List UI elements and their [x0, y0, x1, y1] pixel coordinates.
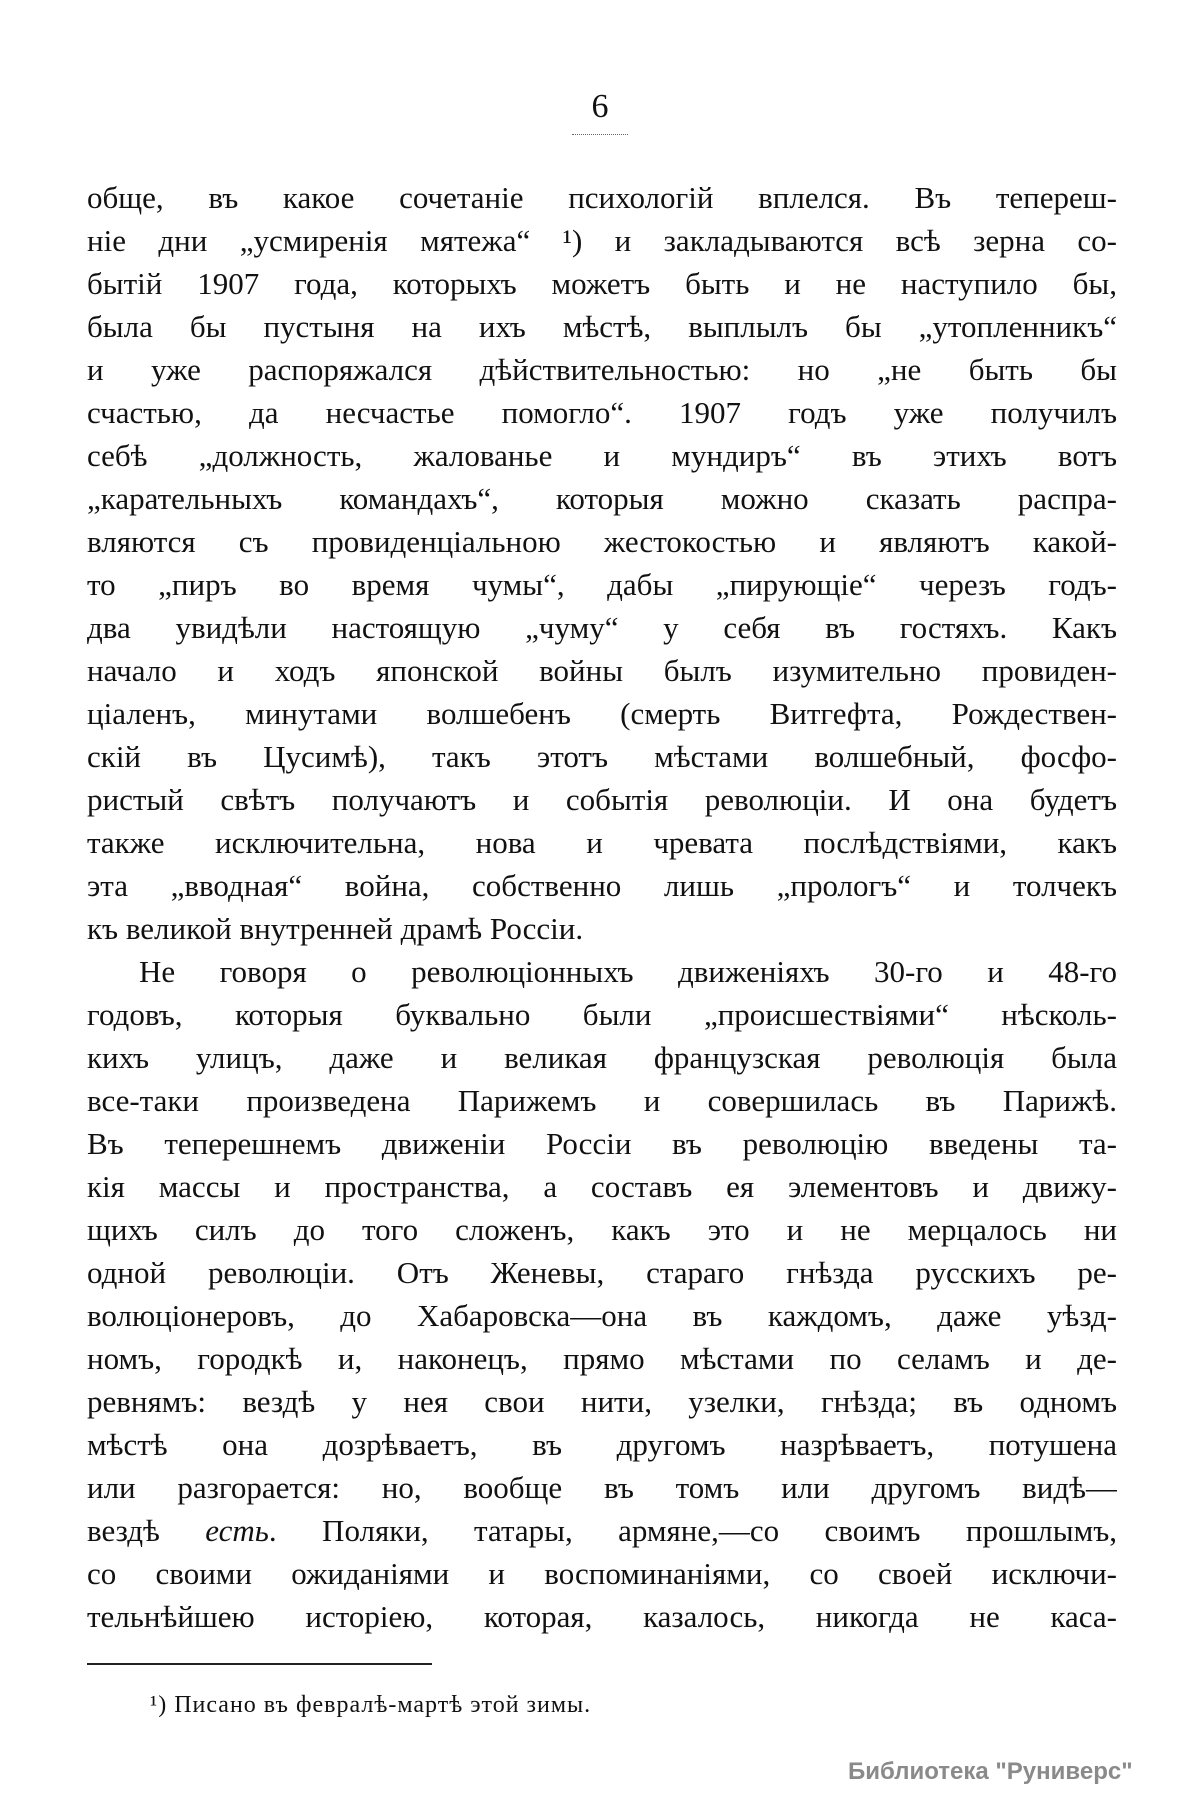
text-line: со своими ожиданіями и воспоминаніями, со своей исключи-	[87, 1556, 1117, 1591]
text-line: то „пиръ во время чумы“, дабы „пирующіе“ черезъ годъ-	[87, 567, 1117, 602]
text-line: къ великой внутренней драмѣ Россіи.	[87, 911, 584, 946]
text-line: ревнямъ: вездѣ у нея свои нити, узелки, гнѣзда; въ одномъ	[87, 1384, 1117, 1419]
text-line: волюціонеровъ, до Хабаровска—она въ каждомъ, даже уѣзд-	[87, 1298, 1117, 1333]
italic-text: есть	[205, 1513, 269, 1548]
text-segment: . Поляки, татары, армяне,—со своимъ прошлымъ,	[268, 1513, 1117, 1548]
text-line: все-таки произведена Парижемъ и совершилась въ Парижѣ.	[87, 1083, 1117, 1118]
text-line: щихъ силъ до того сложенъ, какъ это и не мерцалось ни	[87, 1212, 1117, 1247]
text-line: счастью, да несчастье помогло“. 1907 годъ уже получилъ	[87, 395, 1117, 430]
text-line: годовъ, которыя буквально были „происшествіями“ нѣсколь-	[87, 997, 1117, 1032]
text-segment: вездѣ	[87, 1513, 206, 1548]
text-line: бытій 1907 года, которыхъ можетъ быть и не наступило бы,	[87, 266, 1117, 301]
page-number: 6	[591, 88, 609, 125]
text-line: тельнѣйшею исторіею, которая, казалось, никогда не каса-	[87, 1599, 1117, 1634]
text-line: Въ теперешнемъ движеніи Россіи въ революцію введены та-	[87, 1126, 1117, 1161]
text-line	[87, 1509, 1117, 1552]
text-line: Не говоря о революціонныхъ движеніяхъ 30-го и 48-го	[139, 954, 1117, 989]
text-line: номъ, городкѣ и, наконецъ, прямо мѣстами по селамъ и де-	[87, 1341, 1117, 1376]
body-text	[87, 176, 1117, 1638]
text-line: кія массы и пространства, а составъ ея элементовъ и движу-	[87, 1169, 1117, 1204]
text-line: начало и ходъ японской войны былъ изумительно провиден-	[87, 653, 1117, 688]
library-watermark: Библиотека "Руниверс"	[848, 1758, 1133, 1785]
text-line: и уже распоряжался дѣйствительностью: но „не быть бы	[87, 352, 1117, 387]
text-line: „карательныхъ командахъ“, которыя можно сказать распра-	[87, 481, 1117, 516]
text-line: эта „вводная“ война, собственно лишь „прологъ“ и толчекъ	[87, 868, 1117, 903]
text-line: вляются съ провиденціальною жестокостью и являютъ какой-	[87, 524, 1117, 559]
text-line: ціаленъ, минутами волшебенъ (смерть Витгефта, Рождествен-	[87, 696, 1117, 731]
text-line: кихъ улицъ, даже и великая французская революція была	[87, 1040, 1117, 1075]
text-line: или разгорается: но, вообще въ томъ или другомъ видѣ—	[87, 1470, 1117, 1505]
text-line: была бы пустыня на ихъ мѣстѣ, выплылъ бы „утопленникъ“	[87, 309, 1117, 344]
text-line: скій въ Цусимѣ), такъ этотъ мѣстами волшебный, фосфо-	[87, 739, 1117, 774]
footnote-divider	[87, 1663, 432, 1665]
text-line: обще, въ какое сочетаніе психологій вплелся. Въ теперeш-	[87, 180, 1117, 215]
text-line: ніе дни „усмиренія мятежа“ ¹) и закладываются всѣ зерна со-	[87, 223, 1117, 258]
text-line: себѣ „должность, жалованье и мундиръ“ въ этихъ вотъ	[87, 438, 1117, 473]
text-line: одной революціи. Отъ Женевы, стараго гнѣзда русскихъ ре-	[87, 1255, 1117, 1290]
page-number-rule	[572, 134, 628, 135]
text-line: также исключительна, нова и чревата послѣдствіями, какъ	[87, 825, 1117, 860]
text-line: мѣстѣ она дозрѣваетъ, въ другомъ назрѣваетъ, потушена	[87, 1427, 1117, 1462]
footnote: ¹) Писано въ февралѣ-мартѣ этой зимы.	[150, 1692, 592, 1718]
text-line: ристый свѣтъ получаютъ и событія революціи. И она будетъ	[87, 782, 1117, 817]
paragraph	[87, 950, 1117, 1638]
text-line: два увидѣли настоящую „чуму“ у себя въ гостяхъ. Какъ	[87, 610, 1117, 645]
paragraph	[87, 176, 1117, 950]
